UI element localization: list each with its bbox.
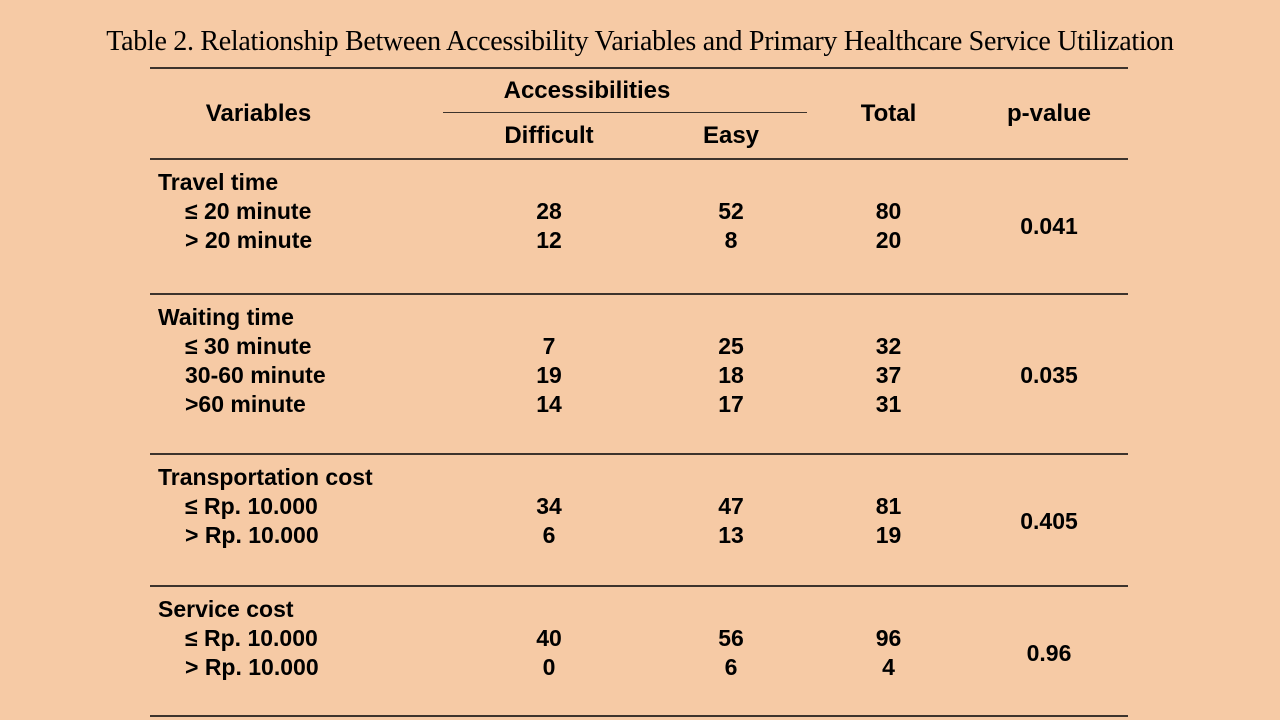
cell-total: 31 [875,391,902,417]
section-name: Transportation cost [158,464,373,490]
row-label: >60 minute [185,391,306,417]
cell-easy: 47 [718,493,744,519]
column-header-variables [150,69,443,158]
cell-easy: 25 [718,333,744,359]
column-header-p-value [970,69,1128,158]
cell-total: 20 [875,227,902,253]
p-value-cell: 0.035 [1020,362,1078,388]
cell-total: 96 [875,625,902,651]
cell-difficult: 28 [536,198,562,224]
section-service-cost [150,587,1128,717]
section-waiting-time [150,295,1128,455]
section-name: Travel time [158,169,279,195]
cell-difficult: 6 [542,522,556,548]
column-group-accessibilities-label: Accessibilities [503,76,671,104]
cell-easy: 6 [724,654,738,680]
cell-total: 19 [875,522,902,548]
cell-easy: 56 [718,625,744,651]
column-header-total-label: Total [860,99,917,127]
row-label: ≤ 30 minute [185,333,312,359]
section-transportation-cost [150,455,1128,587]
section-travel-time [150,160,1128,295]
table-header [150,67,1128,160]
table-caption: Table 2. Relationship Between Accessibility Variables and Primary Healthcare Service Utilization [106,26,1174,57]
row-label: > Rp. 10.000 [185,654,319,680]
p-value-cell: 0.405 [1020,507,1078,534]
cell-easy: 13 [718,522,744,548]
data-table [150,67,1128,717]
row-label: > Rp. 10.000 [185,522,319,548]
cell-total: 81 [875,493,902,519]
cell-total: 37 [875,362,902,388]
cell-total: 32 [875,333,902,359]
p-value-cell: 0.041 [1020,212,1078,239]
cell-difficult: 7 [542,333,556,359]
column-header-p-value-label: p-value [1006,99,1092,127]
cell-easy: 8 [724,227,738,253]
cell-difficult: 19 [536,362,562,388]
cell-total: 4 [882,654,895,680]
column-header-easy-label: Easy [702,121,760,149]
p-value-cell: 0.96 [1026,639,1072,666]
row-label: 30-60 minute [185,362,326,388]
column-header-total [807,69,970,158]
row-label: ≤ Rp. 10.000 [185,493,318,519]
cell-difficult: 40 [536,625,562,651]
cell-difficult: 0 [542,654,556,680]
column-header-difficult-label: Difficult [504,121,594,149]
cell-difficult: 34 [536,493,562,519]
column-header-difficult [443,113,655,158]
cell-easy: 52 [718,198,744,224]
cell-difficult: 14 [536,391,562,417]
row-label: ≤ Rp. 10.000 [185,625,318,651]
cell-total: 80 [875,198,902,224]
row-label: > 20 minute [185,227,313,253]
section-name: Waiting time [158,304,294,330]
row-label: ≤ 20 minute [185,198,312,224]
section-name: Service cost [158,596,294,622]
cell-easy: 17 [718,391,744,417]
column-group-accessibilities [443,69,807,113]
cell-easy: 18 [718,362,744,388]
column-header-variables-label: Variables [205,99,312,127]
cell-difficult: 12 [536,227,562,253]
column-header-easy [655,113,807,158]
